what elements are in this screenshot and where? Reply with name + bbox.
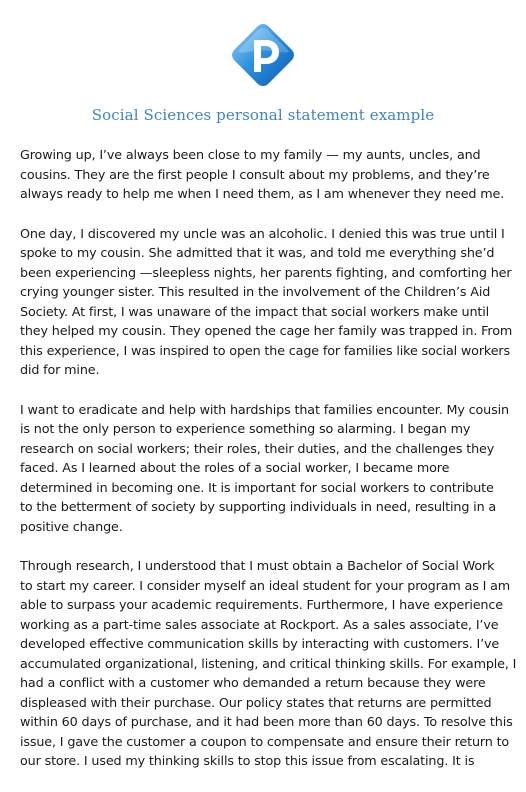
text-line: able to surpass your academic requirements. Furthermore, I have experience	[20, 598, 503, 613]
text-line: always ready to help me when I need them, as I am whenever they need me.	[20, 187, 505, 202]
text-line: within 60 days of purchase, and it had been more than 60 days. To resolve this	[20, 715, 513, 730]
text-line: spoke to my cousin. She admitted that it was, and told me everything she’d	[20, 246, 495, 261]
paragraph	[20, 557, 517, 772]
text-line: determined in becoming one. It is important for social workers to contribute	[20, 480, 494, 496]
text-line: research on social workers; their roles, their duties, and the challenges they	[20, 441, 495, 457]
text-line: to the betterment of society by supporting individuals in need, resulting in a	[20, 500, 497, 515]
text-line: positive change.	[20, 519, 123, 535]
text-line: had a conflict with a customer who demanded a return because they were	[20, 676, 486, 691]
paragraph	[20, 401, 512, 538]
paragraph	[20, 146, 512, 205]
text-line: working as a part-time sales associate at Rockport. As a sales associate, I’ve	[20, 617, 499, 633]
p-logo-icon	[229, 22, 297, 88]
text-line: One day, I discovered my uncle was an alcoholic. I denied this was true until I	[20, 226, 505, 242]
text-line: this experience, I was inspired to open the cage for families like social workers	[20, 343, 510, 359]
text-line: displeased with their purchase. Our policy states that returns are permitted	[20, 695, 492, 711]
paragraph	[20, 225, 512, 381]
logo	[0, 22, 526, 88]
text-line: developed effective communication skills by interacting with customers. I’ve	[20, 637, 500, 652]
text-line: Society. At first, I was unaware of the impact that social workers make until	[20, 304, 490, 320]
text-line: did for mine.	[20, 363, 100, 378]
text-line: Through research, I understood that I must obtain a Bachelor of Social Work	[20, 559, 495, 574]
text-line: crying younger sister. This resulted in the involvement of the Children’s Aid	[20, 285, 491, 300]
text-line: I want to eradicate and help with hardships that families encounter. My cousin	[20, 402, 509, 418]
text-line: cousins. They are the first people I consult about my problems, and they’re	[20, 167, 490, 183]
text-line: they helped my cousin. They opened the cage her family was trapped in. From	[20, 324, 513, 339]
statement-body	[20, 146, 517, 792]
page-title: Social Sciences personal statement example	[91, 106, 435, 124]
text-line: Growing up, I’ve always been close to my family — my aunts, uncles, and	[20, 148, 481, 163]
text-line: issue, I gave the customer a coupon to compensate and ensure their return to	[20, 734, 510, 750]
text-line: our store. I used my thinking skills to stop this issue from escalating. It is	[20, 754, 475, 769]
text-line: been experiencing —sleepless nights, her parents fighting, and comforting her	[20, 265, 512, 281]
text-line: faced. As I learned about the roles of a social worker, I became more	[20, 461, 450, 476]
text-line: to start my career. I consider myself an ideal student for your program as I am	[20, 578, 511, 594]
text-line: is not the only person to experience something so alarming. I began my	[20, 422, 471, 437]
text-line: accumulated organizational, listening, and critical thinking skills. For example, I	[20, 656, 517, 672]
